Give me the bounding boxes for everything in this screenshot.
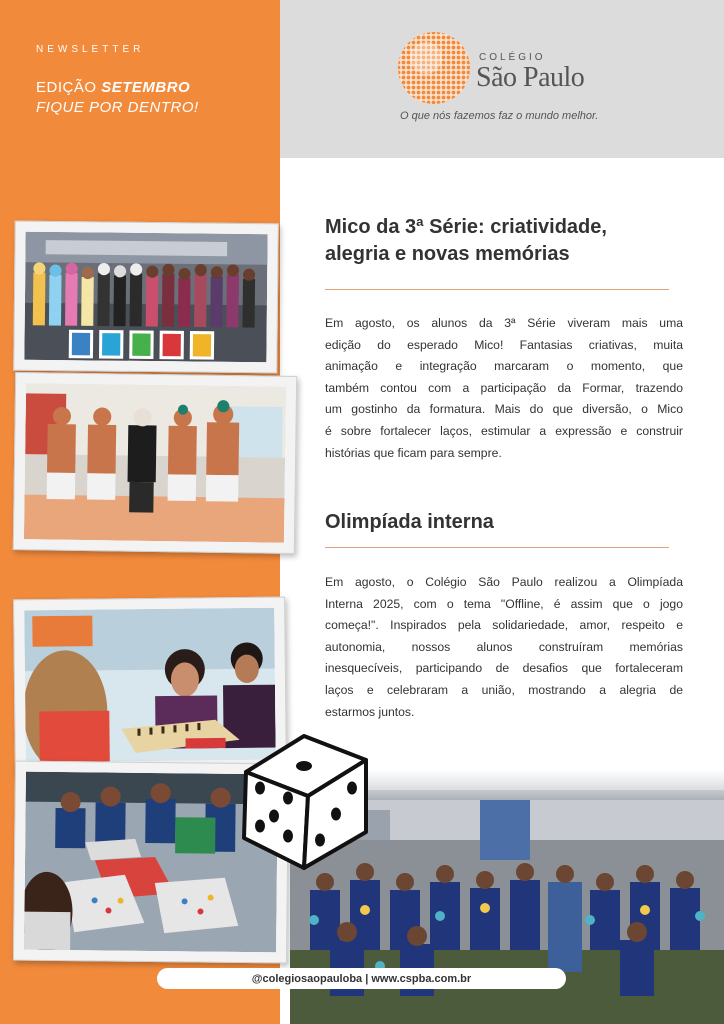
logo-slogan: O que nós fazemos faz o mundo melhor. bbox=[400, 110, 599, 122]
article-title bbox=[325, 509, 494, 536]
edition-tagline: FIQUE POR DENTRO! bbox=[36, 99, 199, 116]
body-line: também contou com a participação da Formar, trazendo bbox=[325, 380, 683, 395]
body-line: Em agosto, os alunos da 3ª Série viveram mais uma bbox=[325, 316, 683, 330]
article-title-line: Olimpíada interna bbox=[325, 511, 494, 533]
body-line: é sobre fortalecer laços, estimular a expressão e construir bbox=[325, 423, 683, 438]
globe-logo-icon bbox=[396, 30, 472, 106]
body-line: laços e celebraram a união, mostrando a alegria de bbox=[325, 682, 683, 697]
body-line: autonomia, nossos alunos construíram memórias bbox=[325, 639, 683, 654]
body-line: histórias que ficam para sempre. bbox=[325, 445, 502, 460]
section-divider bbox=[325, 547, 669, 548]
edition-month: SETEMBRO bbox=[101, 79, 191, 96]
article-body bbox=[325, 313, 683, 464]
costume-group-photo bbox=[13, 221, 279, 374]
article-title-line: alegria e novas memórias bbox=[325, 243, 570, 265]
body-line: começa!". Inspirados pela solidariedade, amor, respeito e bbox=[325, 618, 683, 633]
section-divider bbox=[325, 289, 669, 290]
edition-line bbox=[36, 79, 190, 96]
body-line: Em agosto, o Colégio São Paulo realizou a Olimpíada bbox=[325, 575, 683, 589]
body-line: estarmos juntos. bbox=[325, 704, 415, 719]
body-line: edição do esperado Mico! Fantasias criativas, muita bbox=[325, 337, 683, 352]
painted-students-photo bbox=[13, 372, 297, 554]
logo-small-text: COLÉGIO bbox=[479, 52, 546, 63]
edition-prefix: EDIÇÃO bbox=[36, 79, 97, 96]
article-title bbox=[325, 214, 607, 268]
logo-name: São Paulo bbox=[476, 62, 585, 93]
body-line: um gostinho da formatura. Mais do que diversão, o Mico bbox=[325, 402, 683, 417]
dice-icon bbox=[238, 730, 374, 872]
body-line: inesquecíveis, participando de desafios que fortaleceram bbox=[325, 661, 683, 676]
article-title-line: Mico da 3ª Série: criatividade, bbox=[325, 216, 607, 238]
contact-footer-link[interactable]: @colegiosaopauloba | www.cspba.com.br bbox=[157, 968, 566, 989]
body-line: animação e integração marcaram o momento, que bbox=[325, 359, 683, 374]
body-line: Interna 2025, com o tema "Offline, é assim que o jogo bbox=[325, 596, 683, 611]
newsletter-label: NEWSLETTER bbox=[36, 44, 145, 55]
article-body bbox=[325, 572, 683, 723]
